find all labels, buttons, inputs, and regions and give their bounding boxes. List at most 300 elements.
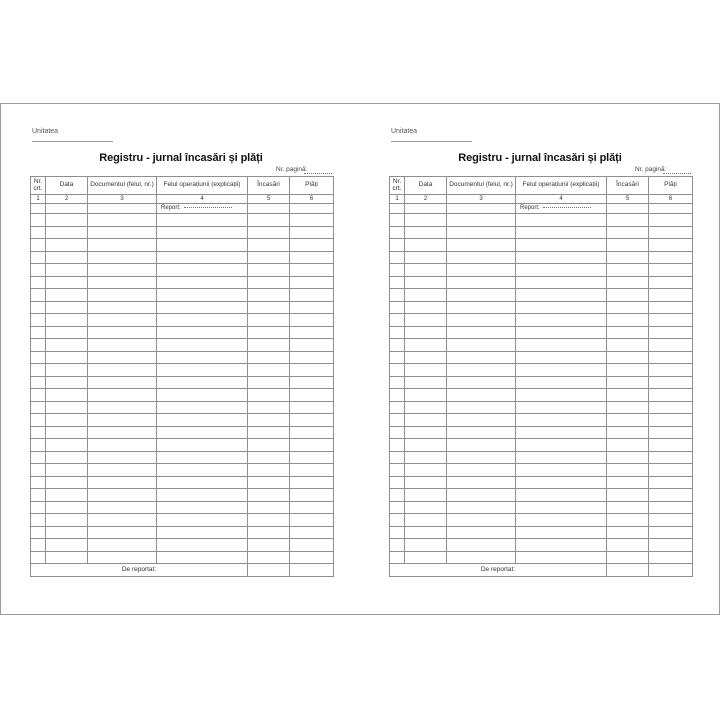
table-cell[interactable] [157, 426, 248, 439]
table-cell[interactable] [290, 314, 334, 327]
table-cell[interactable] [31, 501, 46, 514]
table-cell[interactable] [447, 489, 516, 502]
table-cell[interactable] [31, 376, 46, 389]
table-cell[interactable] [88, 364, 157, 377]
table-cell[interactable] [607, 476, 649, 489]
table-cell[interactable] [607, 464, 649, 477]
table-cell[interactable] [447, 276, 516, 289]
table-cell[interactable] [248, 301, 290, 314]
table-cell[interactable] [157, 401, 248, 414]
table-cell[interactable] [607, 364, 649, 377]
table-cell[interactable] [649, 339, 693, 352]
table-cell[interactable] [649, 214, 693, 227]
table-cell[interactable] [88, 551, 157, 564]
table-cell[interactable] [447, 464, 516, 477]
table-cell[interactable] [157, 289, 248, 302]
table-cell[interactable] [31, 214, 46, 227]
table-cell[interactable] [88, 214, 157, 227]
table-cell[interactable] [290, 264, 334, 277]
table-cell[interactable] [46, 376, 88, 389]
table-cell[interactable] [88, 501, 157, 514]
table-cell[interactable] [390, 476, 405, 489]
table-cell[interactable] [405, 314, 447, 327]
table-cell[interactable] [248, 339, 290, 352]
table-cell[interactable] [649, 251, 693, 264]
table-cell[interactable] [607, 389, 649, 402]
table-cell[interactable] [390, 376, 405, 389]
table-cell[interactable] [390, 551, 405, 564]
table-cell[interactable] [390, 426, 405, 439]
table-cell[interactable] [88, 401, 157, 414]
table-cell[interactable] [157, 501, 248, 514]
table-cell[interactable] [46, 314, 88, 327]
table-cell[interactable] [31, 426, 46, 439]
table-cell[interactable] [248, 326, 290, 339]
table-cell[interactable] [649, 551, 693, 564]
table-cell[interactable] [607, 526, 649, 539]
table-cell[interactable] [157, 514, 248, 527]
table-cell[interactable] [516, 364, 607, 377]
table-cell[interactable] [516, 464, 607, 477]
table-cell[interactable] [248, 214, 290, 227]
table-cell[interactable] [248, 364, 290, 377]
table-cell[interactable] [649, 401, 693, 414]
table-cell[interactable] [248, 376, 290, 389]
table-cell[interactable] [390, 339, 405, 352]
table-cell[interactable] [46, 464, 88, 477]
table-cell[interactable] [31, 514, 46, 527]
table-cell[interactable] [31, 451, 46, 464]
table-cell[interactable] [516, 264, 607, 277]
table-cell[interactable] [290, 389, 334, 402]
table-cell[interactable] [248, 539, 290, 552]
table-cell[interactable] [248, 251, 290, 264]
table-cell[interactable] [607, 301, 649, 314]
table-cell[interactable] [405, 264, 447, 277]
table-cell[interactable] [248, 314, 290, 327]
table-cell[interactable] [607, 226, 649, 239]
table-cell[interactable] [607, 439, 649, 452]
table-cell[interactable] [649, 289, 693, 302]
table-cell[interactable] [46, 539, 88, 552]
table-cell[interactable] [447, 401, 516, 414]
table-cell[interactable] [405, 326, 447, 339]
table-cell[interactable] [290, 276, 334, 289]
table-cell[interactable] [607, 376, 649, 389]
table-cell[interactable] [157, 239, 248, 252]
table-cell[interactable] [31, 326, 46, 339]
table-cell[interactable] [516, 276, 607, 289]
table-cell[interactable] [390, 239, 405, 252]
table-cell[interactable] [607, 314, 649, 327]
table-cell[interactable] [290, 526, 334, 539]
table-cell[interactable] [248, 389, 290, 402]
table-cell[interactable] [390, 264, 405, 277]
table-cell[interactable] [290, 489, 334, 502]
table-cell[interactable] [649, 514, 693, 527]
table-cell[interactable] [31, 389, 46, 402]
table-cell[interactable] [31, 351, 46, 364]
table-cell[interactable] [405, 301, 447, 314]
table-cell[interactable] [248, 414, 290, 427]
table-cell[interactable] [390, 539, 405, 552]
table-cell[interactable] [88, 451, 157, 464]
table-cell[interactable] [157, 301, 248, 314]
table-cell[interactable] [516, 251, 607, 264]
table-cell[interactable] [31, 464, 46, 477]
table-cell[interactable] [31, 414, 46, 427]
table-cell[interactable] [31, 251, 46, 264]
table-cell[interactable] [649, 314, 693, 327]
table-cell[interactable] [46, 226, 88, 239]
table-cell[interactable] [516, 289, 607, 302]
table-cell[interactable] [157, 264, 248, 277]
table-cell[interactable] [405, 251, 447, 264]
table-cell[interactable] [447, 264, 516, 277]
table-cell[interactable] [607, 276, 649, 289]
table-cell[interactable] [405, 489, 447, 502]
table-cell[interactable] [88, 514, 157, 527]
table-cell[interactable] [248, 464, 290, 477]
table-cell[interactable] [290, 476, 334, 489]
table-cell[interactable] [405, 551, 447, 564]
table-cell[interactable] [290, 226, 334, 239]
table-cell[interactable] [248, 276, 290, 289]
table-cell[interactable] [447, 451, 516, 464]
table-cell[interactable] [405, 214, 447, 227]
table-cell[interactable] [157, 451, 248, 464]
table-cell[interactable] [405, 276, 447, 289]
table-cell[interactable] [390, 251, 405, 264]
table-cell[interactable] [88, 489, 157, 502]
table-cell[interactable] [516, 526, 607, 539]
table-cell[interactable] [290, 339, 334, 352]
table-cell[interactable] [390, 326, 405, 339]
table-cell[interactable] [607, 239, 649, 252]
table-cell[interactable] [46, 476, 88, 489]
table-cell[interactable] [516, 539, 607, 552]
table-cell[interactable] [405, 526, 447, 539]
table-cell[interactable] [88, 239, 157, 252]
table-cell[interactable] [46, 501, 88, 514]
table-cell[interactable] [649, 539, 693, 552]
table-cell[interactable] [447, 376, 516, 389]
table-cell[interactable] [405, 514, 447, 527]
table-cell[interactable] [516, 389, 607, 402]
table-cell[interactable] [290, 539, 334, 552]
table-cell[interactable] [649, 351, 693, 364]
table-cell[interactable] [447, 476, 516, 489]
table-cell[interactable] [290, 401, 334, 414]
table-cell[interactable] [88, 289, 157, 302]
table-cell[interactable] [607, 489, 649, 502]
table-cell[interactable] [88, 351, 157, 364]
table-cell[interactable] [248, 526, 290, 539]
table-cell[interactable] [248, 351, 290, 364]
table-cell[interactable] [88, 526, 157, 539]
table-cell[interactable] [390, 401, 405, 414]
table-cell[interactable] [290, 414, 334, 427]
table-cell[interactable] [290, 376, 334, 389]
table-cell[interactable] [607, 514, 649, 527]
table-cell[interactable] [649, 476, 693, 489]
table-cell[interactable] [649, 264, 693, 277]
table-cell[interactable] [390, 364, 405, 377]
table-cell[interactable] [31, 526, 46, 539]
table-cell[interactable] [157, 326, 248, 339]
table-cell[interactable] [405, 389, 447, 402]
table-cell[interactable] [31, 264, 46, 277]
table-cell[interactable] [248, 476, 290, 489]
table-cell[interactable] [390, 301, 405, 314]
table-cell[interactable] [290, 289, 334, 302]
table-cell[interactable] [157, 251, 248, 264]
table-cell[interactable] [157, 551, 248, 564]
table-cell[interactable] [447, 214, 516, 227]
table-cell[interactable] [31, 301, 46, 314]
table-cell[interactable] [516, 214, 607, 227]
table-cell[interactable] [516, 314, 607, 327]
table-cell[interactable] [88, 389, 157, 402]
table-cell[interactable] [88, 301, 157, 314]
table-cell[interactable] [447, 301, 516, 314]
table-cell[interactable] [607, 351, 649, 364]
table-cell[interactable] [649, 364, 693, 377]
table-cell[interactable] [516, 501, 607, 514]
table-cell[interactable] [607, 339, 649, 352]
table-cell[interactable] [516, 426, 607, 439]
table-cell[interactable] [46, 214, 88, 227]
table-cell[interactable] [405, 539, 447, 552]
table-cell[interactable] [516, 376, 607, 389]
table-cell[interactable] [31, 489, 46, 502]
table-cell[interactable] [248, 551, 290, 564]
table-cell[interactable] [46, 251, 88, 264]
table-cell[interactable] [607, 551, 649, 564]
table-cell[interactable] [31, 276, 46, 289]
table-cell[interactable] [447, 351, 516, 364]
table-cell[interactable] [405, 451, 447, 464]
table-cell[interactable] [516, 551, 607, 564]
table-cell[interactable] [649, 239, 693, 252]
table-cell[interactable] [405, 226, 447, 239]
table-cell[interactable] [290, 426, 334, 439]
table-cell[interactable] [88, 376, 157, 389]
table-cell[interactable] [390, 414, 405, 427]
table-cell[interactable] [46, 301, 88, 314]
table-cell[interactable] [607, 326, 649, 339]
table-cell[interactable] [607, 251, 649, 264]
table-cell[interactable] [405, 364, 447, 377]
table-cell[interactable] [405, 439, 447, 452]
table-cell[interactable] [649, 414, 693, 427]
table-cell[interactable] [46, 276, 88, 289]
table-cell[interactable] [516, 401, 607, 414]
table-cell[interactable] [157, 351, 248, 364]
table-cell[interactable] [88, 339, 157, 352]
table-cell[interactable] [88, 426, 157, 439]
table-cell[interactable] [649, 226, 693, 239]
table-cell[interactable] [31, 439, 46, 452]
table-cell[interactable] [516, 239, 607, 252]
table-cell[interactable] [88, 264, 157, 277]
table-cell[interactable] [516, 514, 607, 527]
table-cell[interactable] [390, 226, 405, 239]
table-cell[interactable] [31, 289, 46, 302]
table-cell[interactable] [405, 376, 447, 389]
table-cell[interactable] [447, 251, 516, 264]
table-cell[interactable] [405, 289, 447, 302]
table-cell[interactable] [88, 439, 157, 452]
table-cell[interactable] [31, 239, 46, 252]
table-cell[interactable] [390, 464, 405, 477]
table-cell[interactable] [88, 276, 157, 289]
table-cell[interactable] [447, 414, 516, 427]
table-cell[interactable] [248, 401, 290, 414]
table-cell[interactable] [88, 226, 157, 239]
table-cell[interactable] [390, 526, 405, 539]
table-cell[interactable] [157, 414, 248, 427]
table-cell[interactable] [157, 389, 248, 402]
table-cell[interactable] [46, 351, 88, 364]
table-cell[interactable] [157, 376, 248, 389]
table-cell[interactable] [290, 464, 334, 477]
table-cell[interactable] [390, 451, 405, 464]
table-cell[interactable] [157, 364, 248, 377]
table-cell[interactable] [447, 239, 516, 252]
table-cell[interactable] [405, 464, 447, 477]
table-cell[interactable] [516, 326, 607, 339]
table-cell[interactable] [607, 426, 649, 439]
table-cell[interactable] [31, 476, 46, 489]
table-cell[interactable] [649, 301, 693, 314]
table-cell[interactable] [290, 214, 334, 227]
table-cell[interactable] [447, 501, 516, 514]
table-cell[interactable] [46, 264, 88, 277]
table-cell[interactable] [157, 226, 248, 239]
table-cell[interactable] [607, 264, 649, 277]
table-cell[interactable] [649, 489, 693, 502]
table-cell[interactable] [88, 539, 157, 552]
table-cell[interactable] [607, 214, 649, 227]
table-cell[interactable] [607, 501, 649, 514]
table-cell[interactable] [649, 501, 693, 514]
table-cell[interactable] [447, 389, 516, 402]
table-cell[interactable] [46, 451, 88, 464]
table-cell[interactable] [405, 501, 447, 514]
table-cell[interactable] [390, 514, 405, 527]
table-cell[interactable] [390, 389, 405, 402]
table-cell[interactable] [157, 539, 248, 552]
table-cell[interactable] [390, 214, 405, 227]
table-cell[interactable] [290, 501, 334, 514]
table-cell[interactable] [516, 351, 607, 364]
table-cell[interactable] [157, 464, 248, 477]
table-cell[interactable] [157, 214, 248, 227]
table-cell[interactable] [157, 439, 248, 452]
table-cell[interactable] [46, 401, 88, 414]
table-cell[interactable] [248, 426, 290, 439]
table-cell[interactable] [405, 414, 447, 427]
table-cell[interactable] [607, 401, 649, 414]
table-cell[interactable] [157, 314, 248, 327]
table-cell[interactable] [390, 501, 405, 514]
table-cell[interactable] [157, 276, 248, 289]
table-cell[interactable] [248, 226, 290, 239]
table-cell[interactable] [290, 439, 334, 452]
table-cell[interactable] [31, 314, 46, 327]
table-cell[interactable] [649, 276, 693, 289]
table-cell[interactable] [649, 326, 693, 339]
table-cell[interactable] [447, 289, 516, 302]
table-cell[interactable] [248, 439, 290, 452]
table-cell[interactable] [290, 551, 334, 564]
table-cell[interactable] [46, 526, 88, 539]
table-cell[interactable] [248, 289, 290, 302]
table-cell[interactable] [46, 389, 88, 402]
table-cell[interactable] [31, 539, 46, 552]
table-cell[interactable] [649, 526, 693, 539]
table-cell[interactable] [405, 339, 447, 352]
table-cell[interactable] [447, 339, 516, 352]
table-cell[interactable] [46, 489, 88, 502]
table-cell[interactable] [31, 551, 46, 564]
table-cell[interactable] [516, 301, 607, 314]
table-cell[interactable] [405, 426, 447, 439]
table-cell[interactable] [157, 526, 248, 539]
table-cell[interactable] [447, 539, 516, 552]
table-cell[interactable] [290, 364, 334, 377]
table-cell[interactable] [390, 351, 405, 364]
table-cell[interactable] [31, 226, 46, 239]
table-cell[interactable] [607, 289, 649, 302]
table-cell[interactable] [290, 514, 334, 527]
table-cell[interactable] [405, 239, 447, 252]
table-cell[interactable] [88, 326, 157, 339]
table-cell[interactable] [46, 426, 88, 439]
table-cell[interactable] [390, 489, 405, 502]
table-cell[interactable] [290, 239, 334, 252]
table-cell[interactable] [447, 364, 516, 377]
table-cell[interactable] [88, 251, 157, 264]
table-cell[interactable] [405, 476, 447, 489]
table-cell[interactable] [447, 526, 516, 539]
table-cell[interactable] [607, 414, 649, 427]
table-cell[interactable] [248, 264, 290, 277]
table-cell[interactable] [649, 451, 693, 464]
table-cell[interactable] [46, 289, 88, 302]
table-cell[interactable] [248, 489, 290, 502]
table-cell[interactable] [88, 464, 157, 477]
table-cell[interactable] [447, 226, 516, 239]
table-cell[interactable] [649, 426, 693, 439]
table-cell[interactable] [649, 376, 693, 389]
table-cell[interactable] [31, 401, 46, 414]
table-cell[interactable] [46, 364, 88, 377]
table-cell[interactable] [516, 226, 607, 239]
table-cell[interactable] [447, 426, 516, 439]
table-cell[interactable] [390, 289, 405, 302]
table-cell[interactable] [157, 489, 248, 502]
table-cell[interactable] [248, 501, 290, 514]
table-cell[interactable] [447, 551, 516, 564]
table-cell[interactable] [157, 476, 248, 489]
table-cell[interactable] [516, 439, 607, 452]
table-cell[interactable] [248, 239, 290, 252]
table-cell[interactable] [88, 314, 157, 327]
table-cell[interactable] [649, 464, 693, 477]
table-cell[interactable] [88, 414, 157, 427]
